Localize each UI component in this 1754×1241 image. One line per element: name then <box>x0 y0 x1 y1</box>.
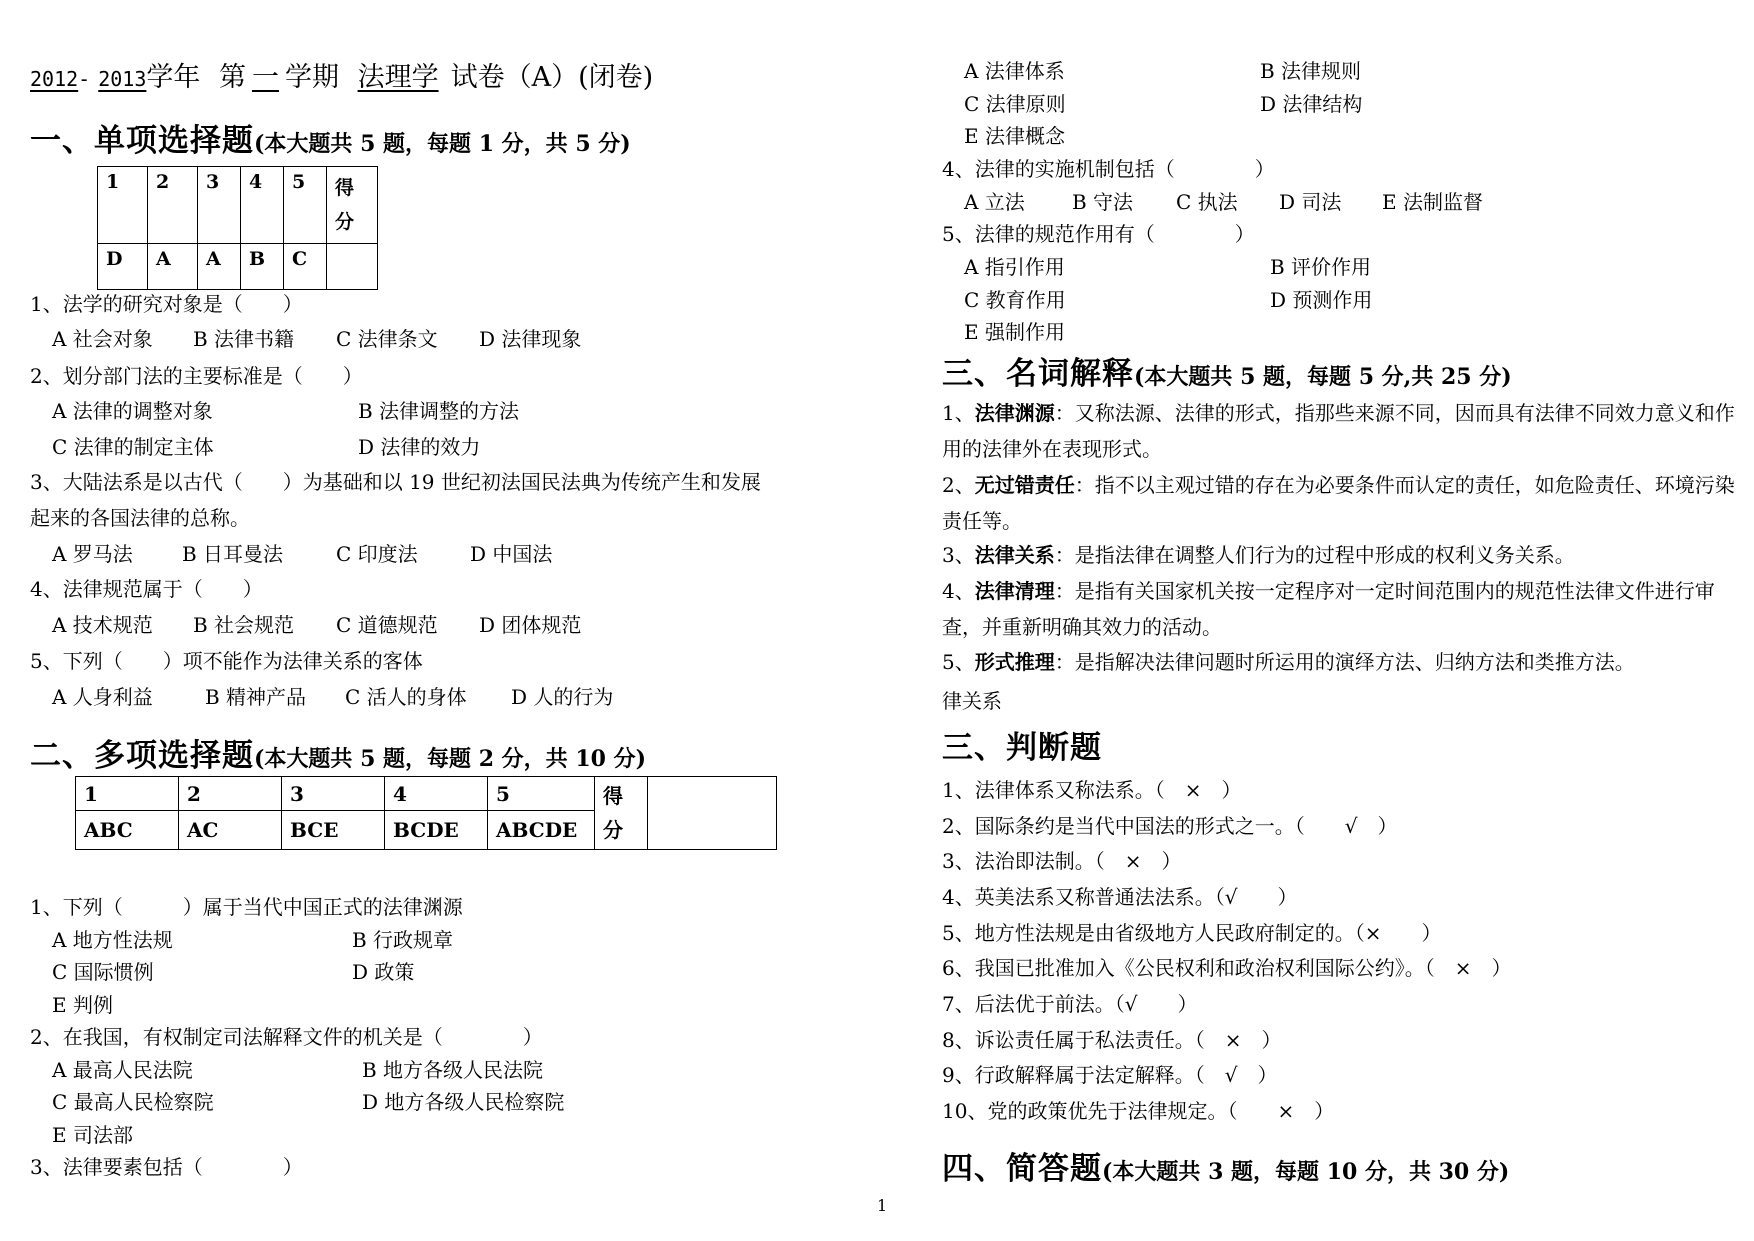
judgment-item: 6、我国已批准加入《公民权利和政治权利国际公约》。（ × ） <box>942 956 1512 980</box>
xuenian-label: 学年 <box>146 62 201 93</box>
s1q1-option-c: C 法律条文 <box>336 327 438 351</box>
s2q1-option-d: D 政策 <box>352 960 415 984</box>
course-name: 法理学 <box>357 62 439 93</box>
term-value: 一 <box>251 62 279 93</box>
s2q1-option-e: E 判例 <box>52 993 113 1017</box>
judgment-item: 8、诉讼责任属于私法责任。（ × ） <box>942 1028 1282 1052</box>
s2q2-option-a: A 最高人民法院 <box>52 1058 193 1082</box>
s2q4-option-a: A 立法 <box>964 190 1025 214</box>
s2q3-option-a: A 法律体系 <box>964 59 1065 83</box>
s1-question-3: 3、大陆法系是以古代（ ）为基础和以 19 世纪初法国民法典为传统产生和发展 <box>30 470 761 494</box>
definition-text: ：指不以主观过错的存在为必要条件而认定的责任，如危险责任、环境污染责任等。 <box>942 473 1735 533</box>
section4-title: 三、判断题 <box>942 730 1102 766</box>
table-number-cell: 4 <box>241 167 284 244</box>
s2q1-option-b: B 行政规章 <box>352 928 454 952</box>
table-number-cell: 5 <box>488 777 595 811</box>
table-answer-cell: AC <box>179 811 282 850</box>
section3-heading <box>942 348 1512 393</box>
section5-heading <box>942 1143 1509 1188</box>
s2q3-option-d: D 法律结构 <box>1260 92 1363 116</box>
stray-text: 律关系 <box>942 689 1002 713</box>
score-label-cell: 得 分 <box>595 777 648 850</box>
definition-item-4: 4、法律清理：是指有关国家机关按一定程序对一定时间范围内的规范性法律文件进行审查，并重新明确其效力的活动。 <box>942 579 1715 639</box>
s2q1-option-c: C 国际惯例 <box>52 960 154 984</box>
s2-question-1: 1、下列（ ）属于当代中国正式的法律渊源 <box>30 895 463 919</box>
s1-question-3-cont: 起来的各国法律的总称。 <box>30 506 250 530</box>
s1q2-option-c: C 法律的制定主体 <box>52 435 214 459</box>
definition-item-1: 1、法律渊源：又称法源、法律的形式，指那些来源不同，因而具有法律不同效力意义和作用的法律外在表现形式。 <box>942 401 1735 461</box>
table-number-cell: 1 <box>76 777 179 811</box>
di-label: 第 <box>218 62 246 93</box>
xueqi-label: 学期 <box>284 62 339 93</box>
section2-heading <box>30 730 646 775</box>
judgment-item: 10、党的政策优先于法律规定。（ × ） <box>942 1099 1335 1123</box>
table-answer-cell: ABCDE <box>488 811 595 850</box>
judgment-item: 7、后法优于前法。（√ ） <box>942 992 1198 1016</box>
definition-text: ：是指解决法律问题时所运用的演绎方法、归纳方法和类推方法。 <box>1054 650 1635 674</box>
table-number-cell: 1 <box>98 167 148 244</box>
s2-question-4: 4、法律的实施机制包括（ ） <box>942 157 1275 181</box>
s1q4-option-b: B 社会规范 <box>193 613 295 637</box>
definition-text: ：又称法源、法律的形式，指那些来源不同，因而具有法律不同效力意义和作用的法律外在表现形式。 <box>942 401 1735 461</box>
s1q4-option-d: D 团体规范 <box>479 613 582 637</box>
section3-note: (本大题共 5 题，每题 5 分,共 25 分) <box>1134 364 1512 390</box>
s1q5-option-b: B 精神产品 <box>205 685 307 709</box>
exam-title <box>30 55 653 94</box>
table-number-cell: 2 <box>148 167 198 244</box>
definition-term: 无过错责任 <box>974 473 1075 497</box>
s2q2-option-b: B 地方各级人民法院 <box>362 1058 544 1082</box>
judgment-item: 9、行政解释属于法定解释。（ √ ） <box>942 1063 1278 1087</box>
judgment-item: 3、法治即法制。（ × ） <box>942 849 1182 873</box>
s2q1-option-a: A 地方性法规 <box>52 928 173 952</box>
definition-term: 法律关系 <box>974 543 1055 567</box>
section1-answer-table <box>97 166 378 290</box>
s2q2-option-e: E 司法部 <box>52 1123 133 1147</box>
table-answer-cell: D <box>98 244 148 290</box>
s2q3-option-c: C 法律原则 <box>964 92 1066 116</box>
s1q3-option-b: B 日耳曼法 <box>182 542 284 566</box>
s1q1-option-d: D 法律现象 <box>479 327 582 351</box>
definition-term: 法律渊源 <box>974 401 1055 425</box>
table-answer-cell: A <box>148 244 198 290</box>
s1q1-option-a: A 社会对象 <box>52 327 153 351</box>
s1q3-option-d: D 中国法 <box>470 542 553 566</box>
table-answer-cell: C <box>284 244 327 290</box>
section2-answer-table <box>75 776 777 850</box>
section4-heading <box>942 722 1102 767</box>
s1q2-option-d: D 法律的效力 <box>358 435 481 459</box>
judgment-item: 5、地方性法规是由省级地方人民政府制定的。（× ） <box>942 921 1442 945</box>
s2-question-3: 3、法律要素包括（ ） <box>30 1155 303 1179</box>
table-answer-cell: A <box>198 244 241 290</box>
s1-question-4: 4、法律规范属于（ ） <box>30 577 263 601</box>
s1q1-option-b: B 法律书籍 <box>193 327 295 351</box>
s1-question-5: 5、下列（ ）项不能作为法律关系的客体 <box>30 649 423 673</box>
s1-question-1: 1、法学的研究对象是（ ） <box>30 292 303 316</box>
section1-note: (本大题共 5 题，每题 1 分，共 5 分) <box>254 131 631 157</box>
year-start: 2012 <box>30 67 79 91</box>
table-answer-cell: B <box>241 244 284 290</box>
year-end: 2013 <box>98 67 147 91</box>
score-value-cell <box>327 244 378 290</box>
definition-item-3: 3、法律关系：是指法律在调整人们行为的过程中形成的权利义务关系。 <box>942 543 1575 567</box>
definition-text: ：是指有关国家机关按一定程序对一定时间范围内的规范性法律文件进行审查，并重新明确其效力的活动。 <box>942 579 1715 639</box>
score-value-cell <box>648 777 777 850</box>
section1-heading <box>30 115 631 160</box>
judgment-item: 1、法律体系又称法系。（ × ） <box>942 778 1242 802</box>
s1q4-option-c: C 道德规范 <box>336 613 438 637</box>
section2-note: (本大题共 5 题，每题 2 分，共 10 分) <box>254 746 647 772</box>
section5-title: 四、简答题 <box>942 1151 1102 1187</box>
s1-question-2: 2、划分部门法的主要标准是（ ） <box>30 364 363 388</box>
s1q5-option-d: D 人的行为 <box>511 685 614 709</box>
judgment-item: 2、国际条约是当代中国法的形式之一。（ √ ） <box>942 814 1398 838</box>
s2q4-option-c: C 执法 <box>1176 190 1238 214</box>
s2q4-option-d: D 司法 <box>1279 190 1342 214</box>
s2q2-option-c: C 最高人民检察院 <box>52 1090 214 1114</box>
table-number-cell: 5 <box>284 167 327 244</box>
s1q4-option-a: A 技术规范 <box>52 613 153 637</box>
title-suffix: 试卷（A）(闭卷) <box>450 62 654 93</box>
definition-text: ：是指法律在调整人们行为的过程中形成的权利义务关系。 <box>1054 543 1575 567</box>
s2q5-option-b: B 评价作用 <box>1270 255 1372 279</box>
definition-item-2: 2、无过错责任：指不以主观过错的存在为必要条件而认定的责任，如危险责任、环境污染责任等。 <box>942 473 1735 533</box>
s2q5-option-a: A 指引作用 <box>964 255 1065 279</box>
s1q3-option-a: A 罗马法 <box>52 542 133 566</box>
definition-term: 形式推理 <box>974 650 1055 674</box>
table-answer-cell: BCE <box>282 811 385 850</box>
s2q3-option-e: E 法律概念 <box>964 124 1065 148</box>
judgment-item: 4、英美法系又称普通法法系。（√ ） <box>942 885 1298 909</box>
year-dash: - <box>78 67 91 91</box>
s2q4-option-b: B 守法 <box>1072 190 1134 214</box>
s2q5-option-c: C 教育作用 <box>964 288 1066 312</box>
table-number-cell: 2 <box>179 777 282 811</box>
table-answer-cell: BCDE <box>385 811 488 850</box>
s1q2-option-b: B 法律调整的方法 <box>358 399 520 423</box>
definition-term: 法律清理 <box>974 579 1055 603</box>
s1q5-option-a: A 人身利益 <box>52 685 153 709</box>
section2-title: 二、多项选择题 <box>30 738 254 774</box>
s2q4-option-e: E 法制监督 <box>1382 190 1483 214</box>
s2-question-5: 5、法律的规范作用有（ ） <box>942 222 1255 246</box>
section5-note: (本大题共 3 题，每题 10 分，共 30 分) <box>1102 1159 1510 1185</box>
table-number-cell: 3 <box>282 777 385 811</box>
table-number-cell: 3 <box>198 167 241 244</box>
s1q3-option-c: C 印度法 <box>336 542 418 566</box>
table-answer-cell: ABC <box>76 811 179 850</box>
s1q2-option-a: A 法律的调整对象 <box>52 399 213 423</box>
s2q2-option-d: D 地方各级人民检察院 <box>362 1090 565 1114</box>
score-label-cell: 得 分 <box>327 167 378 244</box>
page-number: 1 <box>877 1196 888 1215</box>
section3-title: 三、名词解释 <box>942 356 1134 392</box>
s2q3-option-b: B 法律规则 <box>1260 59 1362 83</box>
table-number-cell: 4 <box>385 777 488 811</box>
s2-question-2: 2、在我国，有权制定司法解释文件的机关是（ ） <box>30 1025 543 1049</box>
s2q5-option-e: E 强制作用 <box>964 320 1065 344</box>
s2q5-option-d: D 预测作用 <box>1270 288 1373 312</box>
definition-item-5: 5、形式推理：是指解决法律问题时所运用的演绎方法、归纳方法和类推方法。 <box>942 650 1635 674</box>
section1-title: 一、单项选择题 <box>30 123 254 159</box>
s1q5-option-c: C 活人的身体 <box>345 685 467 709</box>
